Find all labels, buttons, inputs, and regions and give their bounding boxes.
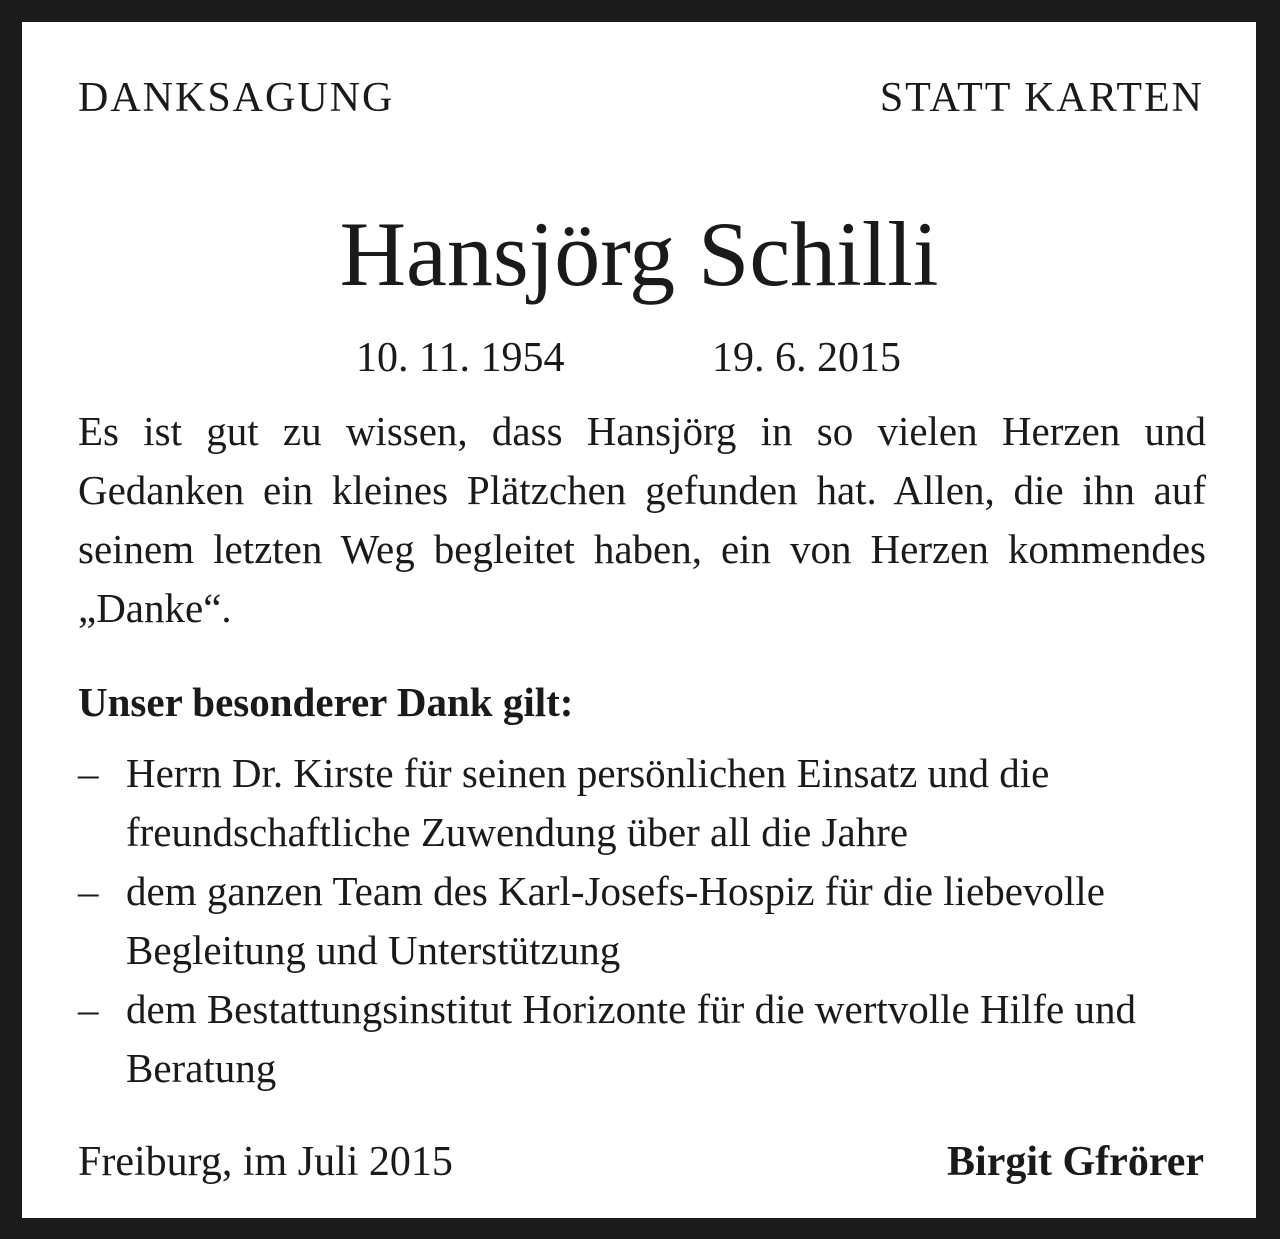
place-and-date: Freiburg, im Juli 2015 [78,1139,453,1185]
list-item [78,744,1218,862]
signature: Birgit Gfrörer [947,1139,1204,1185]
obituary-notice [22,22,1256,1218]
birth-date: 10. 11. 1954 [356,335,565,381]
dash-bullet: – [78,750,99,796]
list-item-text: Herrn Dr. Kirste für seinen persönlichen Einsatz und die freundschaftliche Zuwendung über all die Jahre [126,750,1050,855]
dash-bullet: – [78,986,99,1032]
dash-bullet: – [78,868,99,914]
list-item [78,980,1218,1098]
thank-you-message: Es ist gut zu wissen, dass Hansjörg in so vielen Herzen und Gedanken ein kleines Plätzchen gefunden hat. Allen, die ihn auf seinem letzten Weg begleitet haben, ein von Herzen kommendes „Danke“. [78,408,1206,631]
list-item-text: dem Bestattungsinstitut Horizonte für die wertvolle Hilfe und Beratung [126,986,1136,1091]
heading-statt-karten: STATT KARTEN [879,75,1204,121]
death-date: 19. 6. 2015 [712,335,901,381]
deceased-name: Hansjörg Schilli [339,203,939,305]
list-item-text: dem ganzen Team des Karl-Josefs-Hospiz für die liebevolle Begleitung und Unterstützung [126,868,1105,973]
list-item [78,862,1218,980]
special-thanks-list [78,744,1218,1098]
heading-danksagung: DANKSAGUNG [78,75,395,121]
special-thanks-heading: Unser besonderer Dank gilt: [78,679,574,725]
